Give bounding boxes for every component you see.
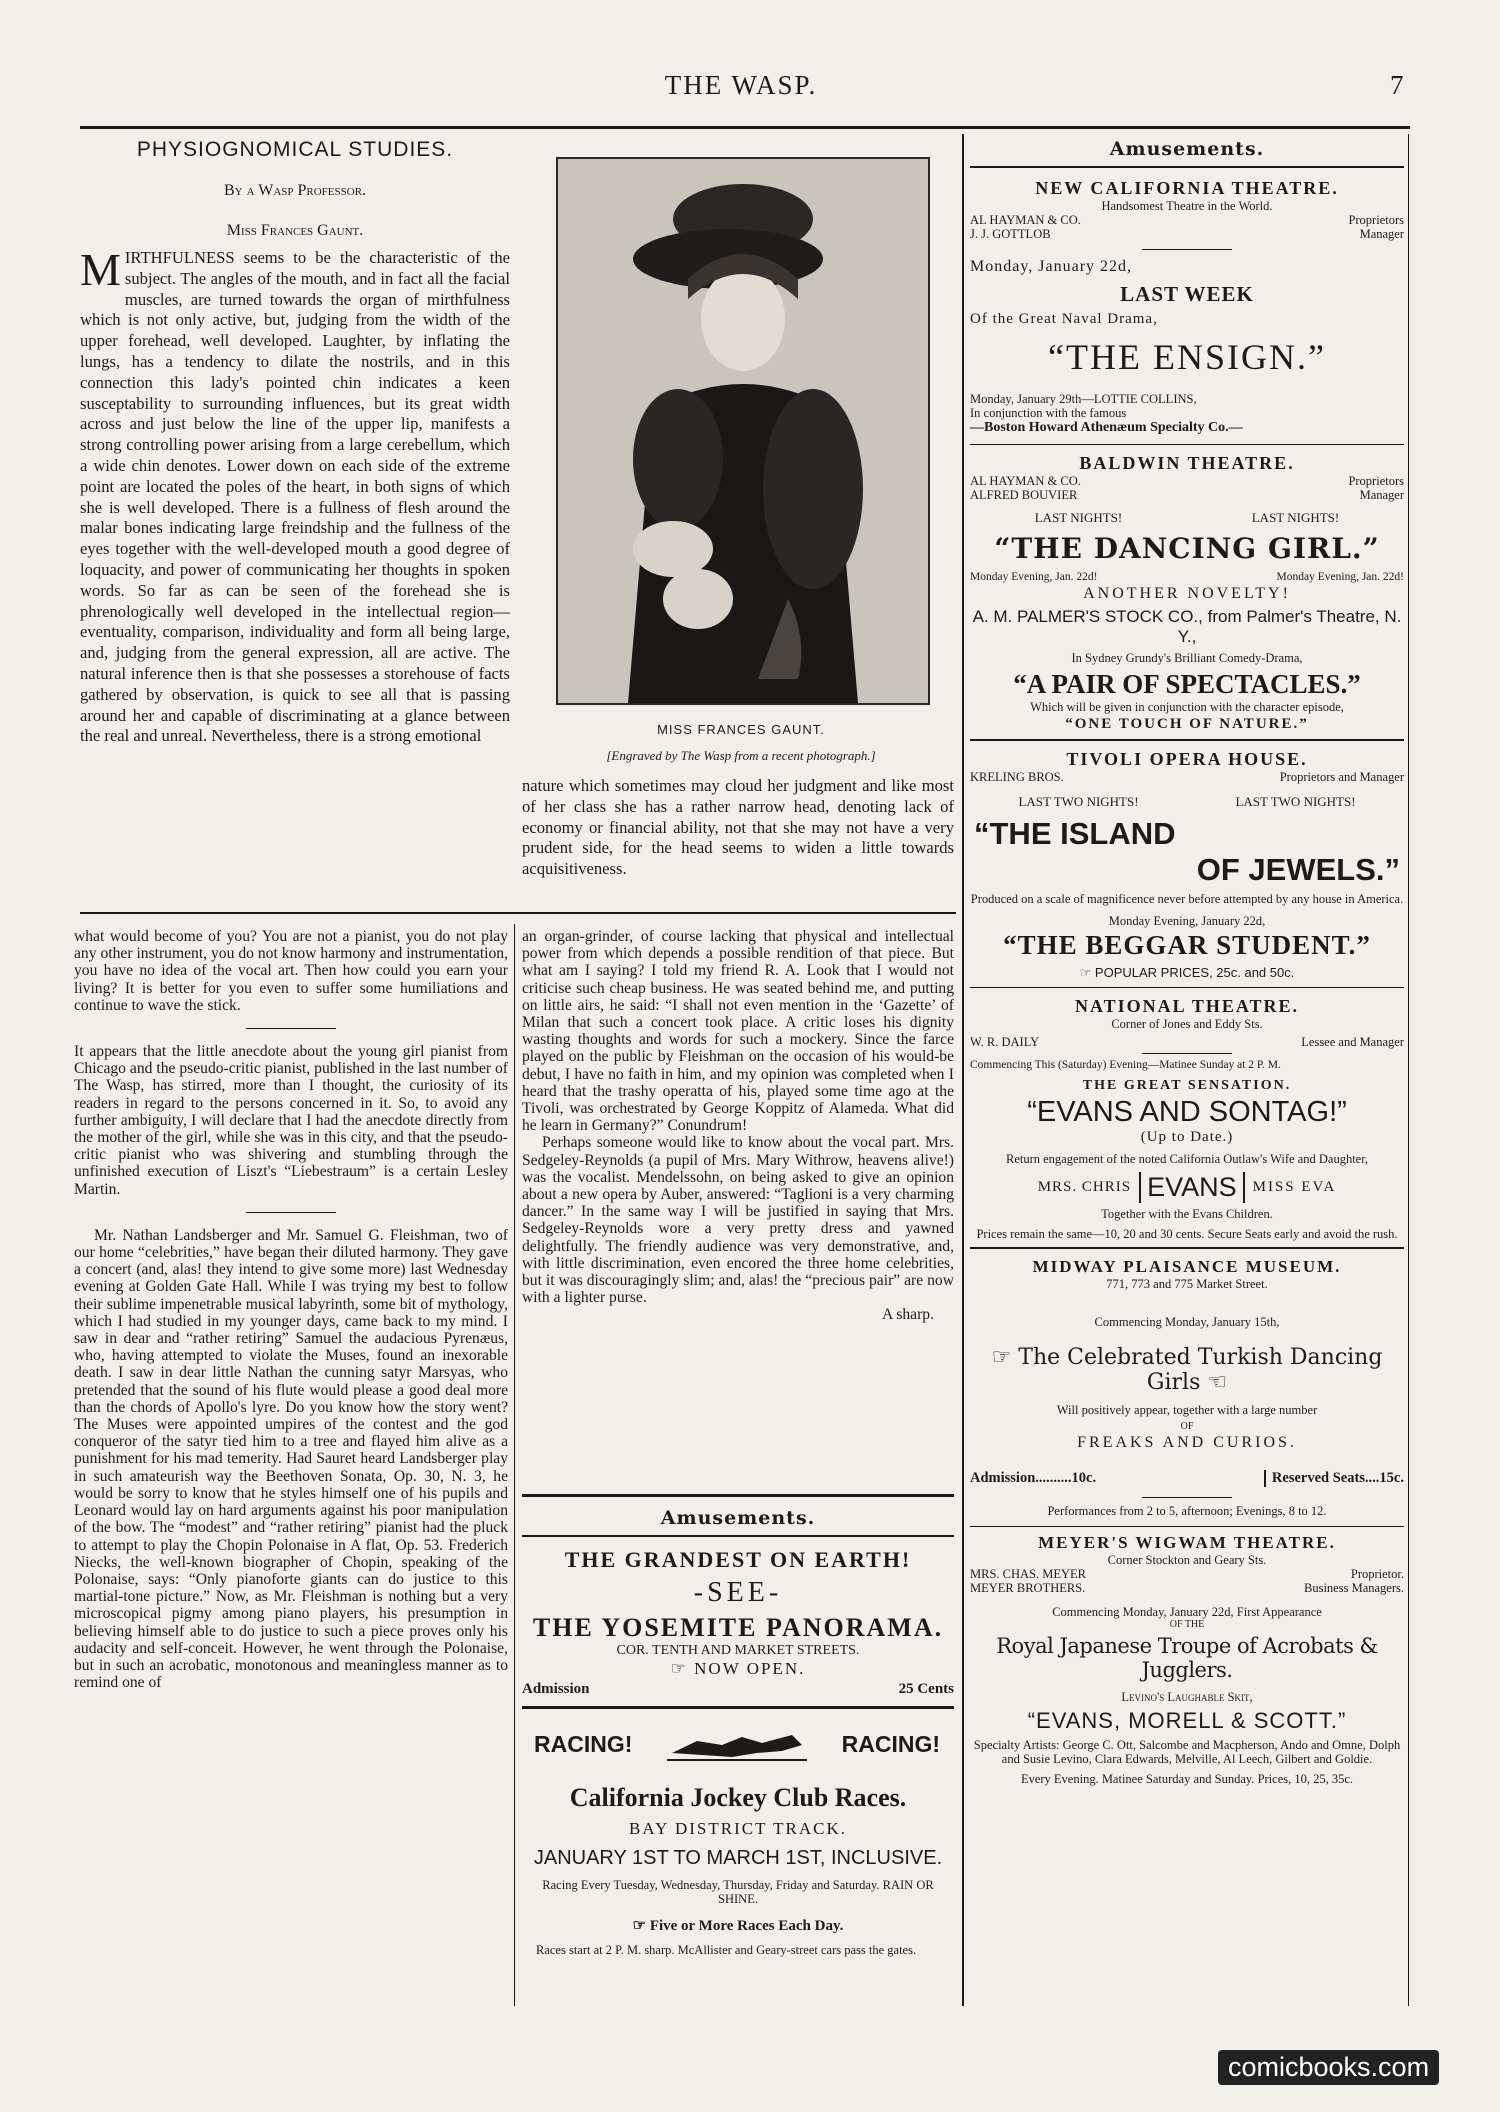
bw-proprietors-row: AL HAYMAN & CO. Proprietors xyxy=(970,474,1404,488)
nt-show-title: “EVANS AND SONTAG!” xyxy=(1027,1096,1347,1128)
bay-district-track: BAY DISTRICT TRACK. xyxy=(629,1818,847,1838)
article-byline: By a Wasp Professor. xyxy=(223,182,367,199)
now-open: ☞ NOW OPEN. xyxy=(670,1658,806,1678)
pointing-hand-icon: ☞ xyxy=(632,1917,647,1934)
panorama-title: THE YOSEMITE PANORAMA. xyxy=(532,1612,944,1642)
mw-corner: Corner Stockton and Geary Sts. xyxy=(1107,1553,1267,1567)
midway-plaisance-museum: MIDWAY PLAISANCE MUSEUM. xyxy=(1032,1256,1342,1276)
grandest-heading: THE GRANDEST ON EARTH! xyxy=(564,1546,912,1572)
racehorse-icon xyxy=(662,1723,812,1767)
nt-together: Together with the Evans Children. xyxy=(1101,1207,1273,1221)
pointing-hand-icon: ☞ xyxy=(1079,964,1092,980)
header-rule xyxy=(80,126,1410,129)
nc-date: Monday, January 22d, xyxy=(970,257,1133,275)
five-races: ☞ Five or More Races Each Day. xyxy=(632,1917,844,1934)
nc-last-week: LAST WEEK xyxy=(1120,281,1254,306)
tv-managers-row: KRELING BROS. Proprietors and Manager xyxy=(970,769,1404,784)
tv-show-line-2: OF JEWELS.” xyxy=(1196,851,1400,887)
national-theatre: NATIONAL THEATRE. xyxy=(1074,996,1300,1016)
portrait-photo xyxy=(556,157,930,705)
mw-troupe: Royal Japanese Troupe of Acrobats & Jugglers. xyxy=(996,1634,1378,1682)
bw-show-title: “THE DANCING GIRL.” xyxy=(994,532,1380,565)
mp-appear: Will positively appear, together with a large number xyxy=(1056,1402,1318,1417)
bw-last-nights: LAST NIGHTS! LAST NIGHTS! xyxy=(1034,510,1340,525)
drop-cap: M xyxy=(80,248,121,295)
mw-specialty: Specialty Artists: George C. Ott, Salcombe and Macpherson, Ando and Omne, Dolph and Susie Levino, Clara Edwards, Melville, Al Leech, Gilbert and Goldie. xyxy=(973,1738,1401,1766)
nc-next: Monday, January 29th—LOTTIE COLLINS, xyxy=(970,391,1197,406)
mid-paragraph-1: an organ-grinder, of course lacking that physical and intellectual power from which depends a possible rendition of that piece. But what am I saying? I told my friend R. A. Look that I would not criticise such cheap business. He was seated behind me, and putting on little airs, he said: “I shall not even mention in the ‘Gazette’ of Milan that such a concert took place. A critic loses his dignity wasting thoughts and words for such a mockery. Since the farce played on the public by Fleishman on the occasion of his would-be debut, I have no faith in him, and my opinion was completed when I heard that the trashy operatta of his, played some time ago at the Tivoli, was orchestrated by George Koppitz of Alameda. What did he learn in Germany?” Conundrum! xyxy=(522,928,954,1135)
admission-label: Admission xyxy=(522,1680,590,1697)
nt-manager-row: W. R. DAILY Lessee and Manager xyxy=(970,1035,1404,1049)
watermark: comicbooks.com xyxy=(1218,2050,1439,2085)
photo-credit: [Engraved by The Wasp from a recent photograph.] xyxy=(606,748,876,763)
racing-days: Racing Every Tuesday, Wednesday, Thursday, Friday and Saturday. RAIN OR SHINE. xyxy=(542,1877,934,1906)
mp-commencing: Commencing Monday, January 15th, xyxy=(1094,1314,1280,1329)
article-paragraph-2: nature which sometimes may cloud her judgment and like most of her class she has a rather narrow head, denoting lack of economy or financial ability, not that she may not have a very prudent side, for the head seems to widen a little towards acquisitiveness. xyxy=(522,776,954,879)
mw-levino: Levino's Laughable Skit, xyxy=(1121,1690,1253,1704)
masthead-title: THE WASP. xyxy=(664,70,818,100)
nc-drama: Of the Great Naval Drama, xyxy=(970,310,1158,327)
panorama-address: COR. TENTH AND MARKET STREETS. xyxy=(616,1642,860,1658)
pointing-hand-icon: ☜ xyxy=(1207,1369,1228,1395)
article-title: PHYSIOGNOMICAL STUDIES. xyxy=(136,138,454,161)
mp-address: 771, 773 and 775 Market Street. xyxy=(1106,1276,1268,1291)
photo-caption: MISS FRANCES GAUNT. xyxy=(657,722,825,737)
column-divider-2 xyxy=(962,134,964,2006)
nt-evans-row: MRS. CHRIS EVANS MISS EVA xyxy=(1037,1172,1337,1202)
nt-corner: Corner of Jones and Eddy Sts. xyxy=(1111,1017,1263,1031)
races-start: Races start at 2 P. M. sharp. McAllister and Geary-street cars pass the gates. xyxy=(536,1942,917,1957)
tivoli-opera-house: TIVOLI OPERA HOUSE. xyxy=(1066,748,1308,769)
article-subject: Miss Frances Gaunt. xyxy=(226,222,364,239)
nc-show-title: “THE ENSIGN.” xyxy=(1048,336,1326,377)
mw-proprietor-row: MRS. CHAS. MEYER Proprietor. xyxy=(970,1567,1404,1581)
nc-conjunction: In conjunction with the famous xyxy=(970,405,1127,420)
amusements-mid xyxy=(522,1494,954,1957)
tv-monday: Monday Evening, January 22d, xyxy=(1108,913,1266,928)
nt-prices: Prices remain the same—10, 20 and 30 cents. Secure Seats early and avoid the rush. xyxy=(976,1227,1398,1241)
page-number: 7 xyxy=(1390,70,1406,100)
new-california-theatre: NEW CALIFORNIA THEATRE. xyxy=(1035,177,1339,198)
tv-show-line-1: “THE ISLAND xyxy=(974,815,1176,851)
admission-price: 25 Cents xyxy=(898,1680,954,1697)
nt-up-to-date: (Up to Date.) xyxy=(1140,1129,1234,1145)
bw-manager-row: ALFRED BOUVIER Manager xyxy=(970,488,1404,502)
mid-paragraph-2: Perhaps someone would like to know about the vocal part. Mrs. Sedgeley-Reynolds (a pupil of Mrs. Mary Withrow, heavens alive!) was the vocalist. Mendelssohn, on being asked to give an opinion about a new opera by Auber, answered: “Taglioni is a very charming dancer.” In the same way I will be justified in saying that Mrs. Sedgeley-Reynolds wore a very pretty dress and yawned delightfully. The friendly audience was very demonstrative, and, with little discrimination, even encored the three home celebrities, but it was discouragingly slim; and, alas! the “precious pair” are now with a lighter purse. xyxy=(522,1134,954,1307)
column-divider-1 xyxy=(514,924,515,2006)
left-paragraph-2: It appears that the little anecdote about the young girl pianist from Chicago and the pseudo-critic pianist, published in the last number of The Wasp, has stirred, more than I thought, the curiosity of its readers in regard to the persons concerned in it. So, to avoid any further ambiguity, I will declare that I had the anecdote directly from the mother of the girl, while she was in this city, and that the pseudo-critic pianist who was shivering and stumbling through the unfinished execution of Liszt's “Liebestraum” is a certain Lesley Martin. xyxy=(74,1043,508,1198)
music-column-mid xyxy=(522,928,954,1324)
left-paragraph-3: Mr. Nathan Landsberger and Mr. Samuel G. Fleishman, two of our home “celebrities,” have began their diluted harmony. They gave a concert (and, alas! they intend to give some more) last Wednesday evening at Golden Gate Hall. While I was trying my best to follow their sublime impenetrable musical labyrinth, some bit of mythology, which I had studied in my younger days, came back to my mind. I saw in dear and “rather retiring” Samuel the audacious Pyrenæus, who, having attempted to violate the Muses, found an inexorable death. I saw in dear little Nathan the cunning satyr Marsyas, who pretended that the sound of his flute would please a good deal more than the chords of Apollo's lyre. Do you know how the story went? The Muses were appointed umpires of the contest and the god conqueror of the satyr tied him to a tree and flayed him alive as a punishment for his mad temerity. Had Sauret heard Landsberger play in such amateurish way the Beethoven Sonata, Op. 30, N. 3, he would be sorry to know that he styles himself one of his pupils and Leonard would lay on hard arguments against his poor manipulation of the bow. The “modest” and “rather retiring” pianist had the pluck to attempt to play the Chopin Polonaise in A flat, Op. 53. Frederich Niecks, the well-known biographer of Chopin, speaking of the Polonaise, says: “Only pianoforte giants can do justice to this martial-tone picture.” Now, as Mr. Fleishman is nothing but a very microscopical pigmy among piano players, his presumption in believing himself able to do justice to such a piece proves only his audacity and self-conceit. However, he went through the Polonaise, but in such an acrobatic, monotonous and meaningless manner as to remind one of xyxy=(74,1226,508,1692)
article-body-col1 xyxy=(80,248,510,903)
bw-palmer: A. M. PALMER'S STOCK CO., from Palmer's Theatre, N. Y., xyxy=(972,607,1402,646)
nc-proprietors-row: AL HAYMAN & CO. Proprietors xyxy=(970,212,1404,227)
mw-every-evening: Every Evening. Matinee Saturday and Sunday. Prices, 10, 25, 35c. xyxy=(1020,1772,1354,1786)
baldwin-theatre: BALDWIN THEATRE. xyxy=(1079,453,1295,473)
mw-skit: “EVANS, MORELL & SCOTT.” xyxy=(1027,1708,1347,1733)
left-paragraph-1: what would become of you? You are not a pianist, you do not play any other instrument, you do not know harmony and instrumentation, you have no idea of the vocal art. Then how could you earn your living? It is better for you even to suffer some humiliations and continue to wave the stick. xyxy=(74,928,508,1014)
mp-admission-row: Admission..........10c. Reserved Seats....15c. xyxy=(970,1469,1404,1486)
bw-touch-of-nature: “ONE TOUCH OF NATURE.” xyxy=(1065,716,1309,732)
mw-managers-row: MEYER BROTHERS. Business Managers. xyxy=(970,1581,1404,1595)
nt-return: Return engagement of the noted California Outlaw's Wife and Daughter, xyxy=(1005,1152,1369,1166)
tv-produced: Produced on a scale of magnificence never before attempted by any house in America. xyxy=(970,891,1404,906)
see-heading: -SEE- xyxy=(693,1576,783,1608)
nc-boston: —Boston Howard Athenæum Specialty Co.— xyxy=(970,419,1243,435)
racing-banner xyxy=(522,1723,954,1767)
racing-dates: JANUARY 1ST TO MARCH 1ST, INCLUSIVE. xyxy=(533,1846,943,1869)
amusements-right-heading: Amusements. xyxy=(1109,138,1265,160)
nt-commencing: Commencing This (Saturday) Evening—Matinee Sunday at 2 P. M. xyxy=(970,1059,1281,1071)
bw-spectacles: “A PAIR OF SPECTACLES.” xyxy=(1013,669,1361,699)
bw-novelty: ANOTHER NOVELTY! xyxy=(1083,585,1291,602)
mp-turkish: ☞ The Celebrated Turkish Dancing Girls ☜ xyxy=(991,1344,1383,1395)
racing-left: RACING! xyxy=(534,1731,633,1757)
bw-monday-row: Monday Evening, Jan. 22d! Monday Evening, Jan. 22d! xyxy=(970,571,1404,583)
panorama-admission xyxy=(522,1681,954,1698)
nc-manager-row: J. J. GOTTLOB Manager xyxy=(970,226,1404,241)
amusements-mid-heading: Amusements. xyxy=(660,1507,816,1529)
music-column-left xyxy=(74,928,508,2006)
amusements-right xyxy=(970,138,1404,1786)
article-signature: A sharp. xyxy=(882,1306,934,1324)
portrait-illustration xyxy=(558,159,928,703)
nc-tagline: Handsomest Theatre in the World. xyxy=(1101,198,1273,213)
mp-freaks: FREAKS AND CURIOS. xyxy=(1077,1433,1297,1451)
bw-grundy: In Sydney Grundy's Brilliant Comedy-Drama, xyxy=(1071,651,1303,665)
tv-beggar-student: “THE BEGGAR STUDENT.” xyxy=(1003,929,1371,960)
article-rule xyxy=(80,912,956,914)
tv-last-two-nights: LAST TWO NIGHTS! LAST TWO NIGHTS! xyxy=(1018,793,1356,809)
nt-sensation: THE GREAT SENSATION. xyxy=(1082,1078,1292,1093)
racing-right: RACING! xyxy=(841,1731,940,1757)
mp-of: OF xyxy=(1180,1420,1194,1432)
pointing-hand-icon: ☞ xyxy=(991,1344,1012,1370)
tv-prices: ☞ POPULAR PRICES, 25c. and 50c. xyxy=(1079,964,1295,980)
jockey-club: California Jockey Club Races. xyxy=(569,1782,907,1812)
mp-performances: Performances from 2 to 5, afternoon; Evenings, 8 to 12. xyxy=(1047,1503,1327,1518)
mw-commencing: Commencing Monday, January 22d, First Appearance xyxy=(1052,1605,1322,1619)
pointing-hand-icon: ☞ xyxy=(670,1658,688,1678)
right-border xyxy=(1408,134,1409,2006)
article-paragraph-1: IRTHFULNESS seems to be the characteristic of the subject. The angles of the mouth, and in fact all the facial muscles, are turned towards the organ of mirthfulness which is not only active, but, judging from the width of the upper forehead, well developed. Laughter, by inflating the lungs, has a tendency to dilate the nostrils, and in this connection this lady's pointed chin indicates a keen susceptability to surrounding influences, but its great width across and just below the line of the upper lip, manifests a strong controlling power arising from a large cerebellum, which a wide chin denotes. Lower down on each side of the extreme point are located the poles of the heart, in both signs of which she is well developed. There is a fullness of flesh around the malar bones indicating large freindship and the fullness of the eyes together with the well-developed mouth a good degree of loquacity, and power of communicating her thoughts in spoken words. So far as can be seen of the forehead she is phrenologically well developed in the intellectual region—eventuality, comparison, individuality and form all being large, and, judging from the general expression, all are active. The natural inference then is that she possesses a storehouse of facts gathered by observation, is quick to see all that is passing around her and capable of discriminating at a glance between the real and unreal. Nevertheless, there is a strong emotional xyxy=(80,248,510,746)
meyers-wigwam-theatre: MEYER'S WIGWAM THEATRE. xyxy=(1038,1533,1336,1552)
mw-of-the: OF THE xyxy=(1169,1619,1205,1630)
bw-episode: Which will be given in conjunction with the character episode, xyxy=(1030,700,1344,714)
